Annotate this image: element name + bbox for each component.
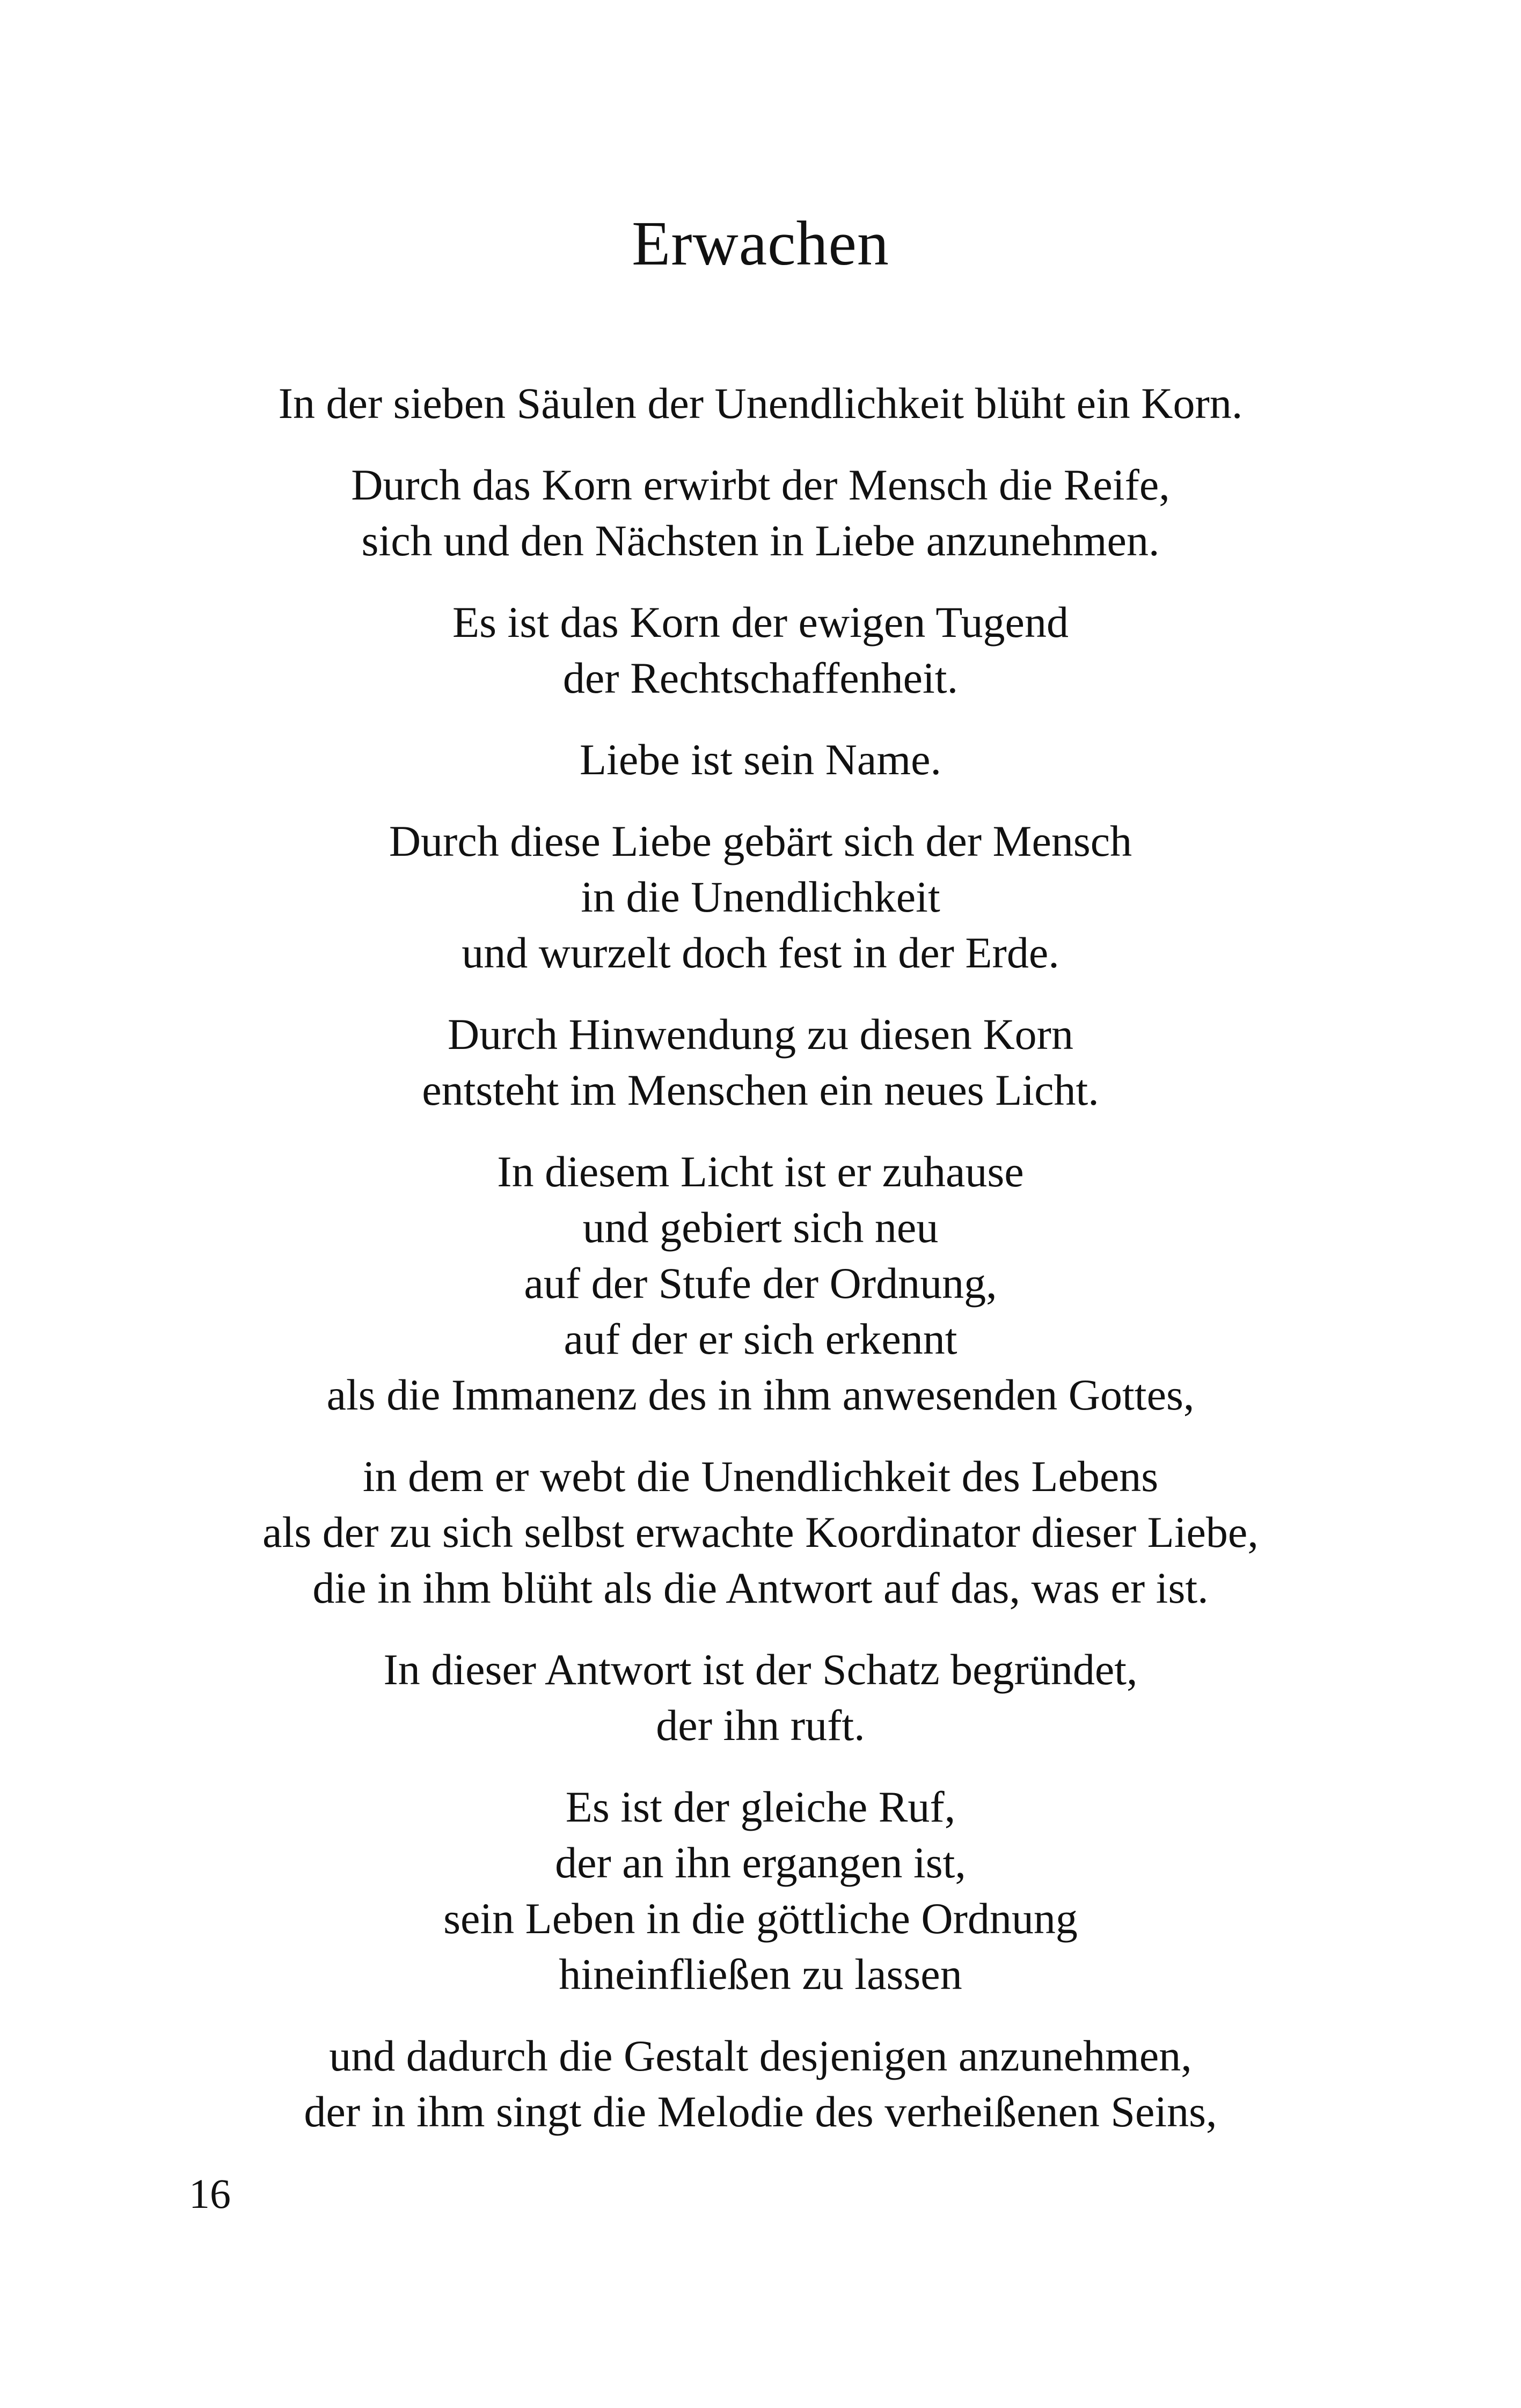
poem-line: der Rechtschaffenheit.	[562, 654, 959, 702]
poem-line: Durch das Korn erwirbt der Mensch die Reife,	[351, 460, 1170, 509]
poem-line: Durch Hinwendung zu diesen Korn	[448, 1010, 1073, 1059]
stanza	[0, 813, 1521, 981]
poem-line: In dieser Antwort ist der Schatz begründet,	[383, 1645, 1138, 1694]
poem-line: der an ihn ergangen ist,	[555, 1838, 966, 1887]
poem-line: der in ihm singt die Melodie des verheißenen Seins,	[304, 2087, 1217, 2136]
page-number: 16	[189, 2170, 231, 2217]
poem-line: hineinfließen zu lassen	[559, 1950, 962, 1999]
stanza	[0, 1779, 1521, 2002]
poem-line: der ihn ruft.	[656, 1701, 865, 1750]
poem-line: In diesem Licht ist er zuhause	[497, 1147, 1024, 1196]
poem-line: und wurzelt doch fest in der Erde.	[462, 928, 1059, 977]
poem-line: Es ist das Korn der ewigen Tugend	[452, 598, 1069, 647]
poem-line: entsteht im Menschen ein neues Licht.	[422, 1066, 1099, 1114]
poem-line: als der zu sich selbst erwachte Koordinator dieser Liebe,	[262, 1508, 1259, 1557]
poem-line: auf der er sich erkennt	[564, 1315, 957, 1363]
poem-line: Liebe ist sein Name.	[579, 735, 942, 784]
stanza	[0, 1642, 1521, 1753]
page-title: Erwachen	[632, 208, 889, 278]
poem-line: und dadurch die Gestalt desjenigen anzunehmen,	[329, 2031, 1192, 2080]
poem-line: in die Unendlichkeit	[581, 872, 940, 921]
stanza	[0, 1144, 1521, 1423]
stanza	[0, 594, 1521, 706]
poem-body	[0, 376, 1521, 2165]
poem-line: und gebiert sich neu	[582, 1203, 939, 1252]
stanza	[0, 732, 1521, 788]
stanza	[0, 1449, 1521, 1616]
stanza	[0, 1007, 1521, 1118]
stanza	[0, 2028, 1521, 2140]
poem-line: sein Leben in die göttliche Ordnung	[443, 1894, 1078, 1943]
stanza	[0, 457, 1521, 569]
poem-line: sich und den Nächsten in Liebe anzunehmen.	[361, 516, 1160, 565]
poem-line: als die Immanenz des in ihm anwesenden Gottes,	[326, 1370, 1195, 1419]
poem-line: Es ist der gleiche Ruf,	[565, 1782, 956, 1831]
poem-line: in dem er webt die Unendlichkeit des Lebens	[362, 1452, 1159, 1501]
poem-line: Durch diese Liebe gebärt sich der Mensch	[389, 817, 1132, 865]
poem-line: die in ihm blüht als die Antwort auf das, was er ist.	[312, 1563, 1209, 1612]
poem-line: In der sieben Säulen der Unendlichkeit blüht ein Korn.	[278, 379, 1243, 428]
poem-line: auf der Stufe der Ordnung,	[524, 1259, 997, 1308]
stanza	[0, 376, 1521, 431]
